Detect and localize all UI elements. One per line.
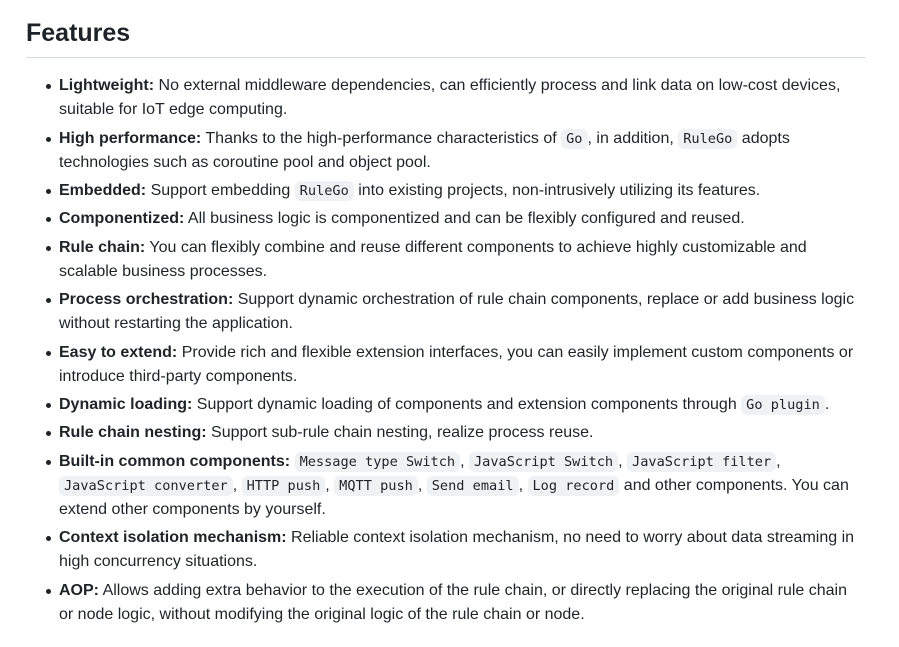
list-item-built-in-components (59, 450, 865, 522)
feature-text: Support sub-rule chain nesting, realize process reuse. (206, 424, 594, 442)
list-item-aop (59, 579, 865, 627)
feature-text: into existing projects, non-intrusively utilizing its features. (353, 182, 761, 200)
feature-text: You can flexibly combine and reuse different components to achieve highly customizable and scalable business processes. (59, 238, 807, 280)
feature-text: and other components. You can extend other components by yourself. (59, 476, 849, 518)
inline-code: Send email (427, 476, 519, 496)
features-list (26, 74, 865, 626)
feature-label: Easy to extend: (59, 343, 178, 361)
separator: , (776, 452, 781, 470)
separator: , (460, 452, 465, 470)
inline-code: MQTT push (334, 476, 418, 496)
feature-text: Provide rich and flexible extension interfaces, you can easily implement custom components or introduce third-party components. (59, 343, 854, 385)
list-item-lightweight (59, 74, 865, 122)
feature-label: Context isolation mechanism: (59, 529, 287, 547)
list-item-process-orchestration (59, 288, 865, 336)
list-item-rule-chain (59, 236, 865, 284)
feature-label: High performance: (59, 129, 202, 147)
separator: , (618, 452, 623, 470)
inline-code: JavaScript Switch (469, 452, 618, 472)
feature-label: Rule chain: (59, 238, 146, 256)
inline-code: JavaScript filter (627, 452, 776, 472)
inline-code: Go plugin (741, 395, 825, 415)
inline-code: HTTP push (242, 476, 326, 496)
list-item-embedded (59, 179, 865, 203)
inline-code: RuleGo (295, 181, 354, 201)
feature-text: Allows adding extra behavior to the execution of the rule chain, or directly replacing the original rule chain or node logic, without modifying the original logic of the rule chain or node. (59, 581, 847, 623)
feature-text: Support embedding (146, 182, 295, 200)
inline-code: Log record (528, 476, 620, 496)
feature-label: Lightweight: (59, 77, 155, 95)
feature-label: Process orchestration: (59, 291, 234, 309)
feature-label: Embedded: (59, 182, 147, 200)
feature-label: AOP: (59, 581, 99, 599)
feature-text: Reliable context isolation mechanism, no need to worry about data streaming in high concurrency situations. (59, 529, 855, 571)
feature-label: Dynamic loading: (59, 395, 193, 413)
feature-text: adopts technologies such as coroutine pool and object pool. (59, 129, 790, 171)
separator: , (518, 476, 524, 494)
feature-text: , in addition, (587, 129, 679, 147)
feature-text: All business logic is componentized and can be flexibly configured and reused. (184, 210, 745, 228)
inline-code: Message type Switch (295, 452, 461, 472)
list-item-easy-to-extend (59, 341, 865, 389)
list-item-componentized (59, 207, 865, 231)
list-item-high-performance (59, 127, 865, 175)
feature-text: No external middleware dependencies, can efficiently process and link data on low-cost devices, suitable for IoT edge computing. (59, 77, 841, 119)
feature-label: Componentized: (59, 210, 185, 228)
feature-text: Support dynamic loading of components and extension components through (192, 395, 742, 413)
feature-label: Built-in common components: (59, 452, 291, 470)
list-item-dynamic-loading (59, 393, 865, 417)
list-item-rule-chain-nesting (59, 421, 865, 445)
separator: , (325, 476, 330, 494)
feature-text: Thanks to the high-performance characteristics of (201, 129, 562, 147)
separator: , (417, 476, 423, 494)
section-heading: Features (26, 18, 866, 58)
inline-code: RuleGo (678, 129, 737, 149)
list-item-context-isolation (59, 526, 865, 574)
feature-label: Rule chain nesting: (59, 424, 207, 442)
inline-code: JavaScript converter (59, 476, 233, 496)
feature-text: . (824, 395, 830, 413)
inline-code: Go (561, 129, 587, 149)
separator: , (232, 476, 238, 494)
feature-text: Support dynamic orchestration of rule chain components, replace or add business logic without restarting the application. (59, 291, 855, 333)
